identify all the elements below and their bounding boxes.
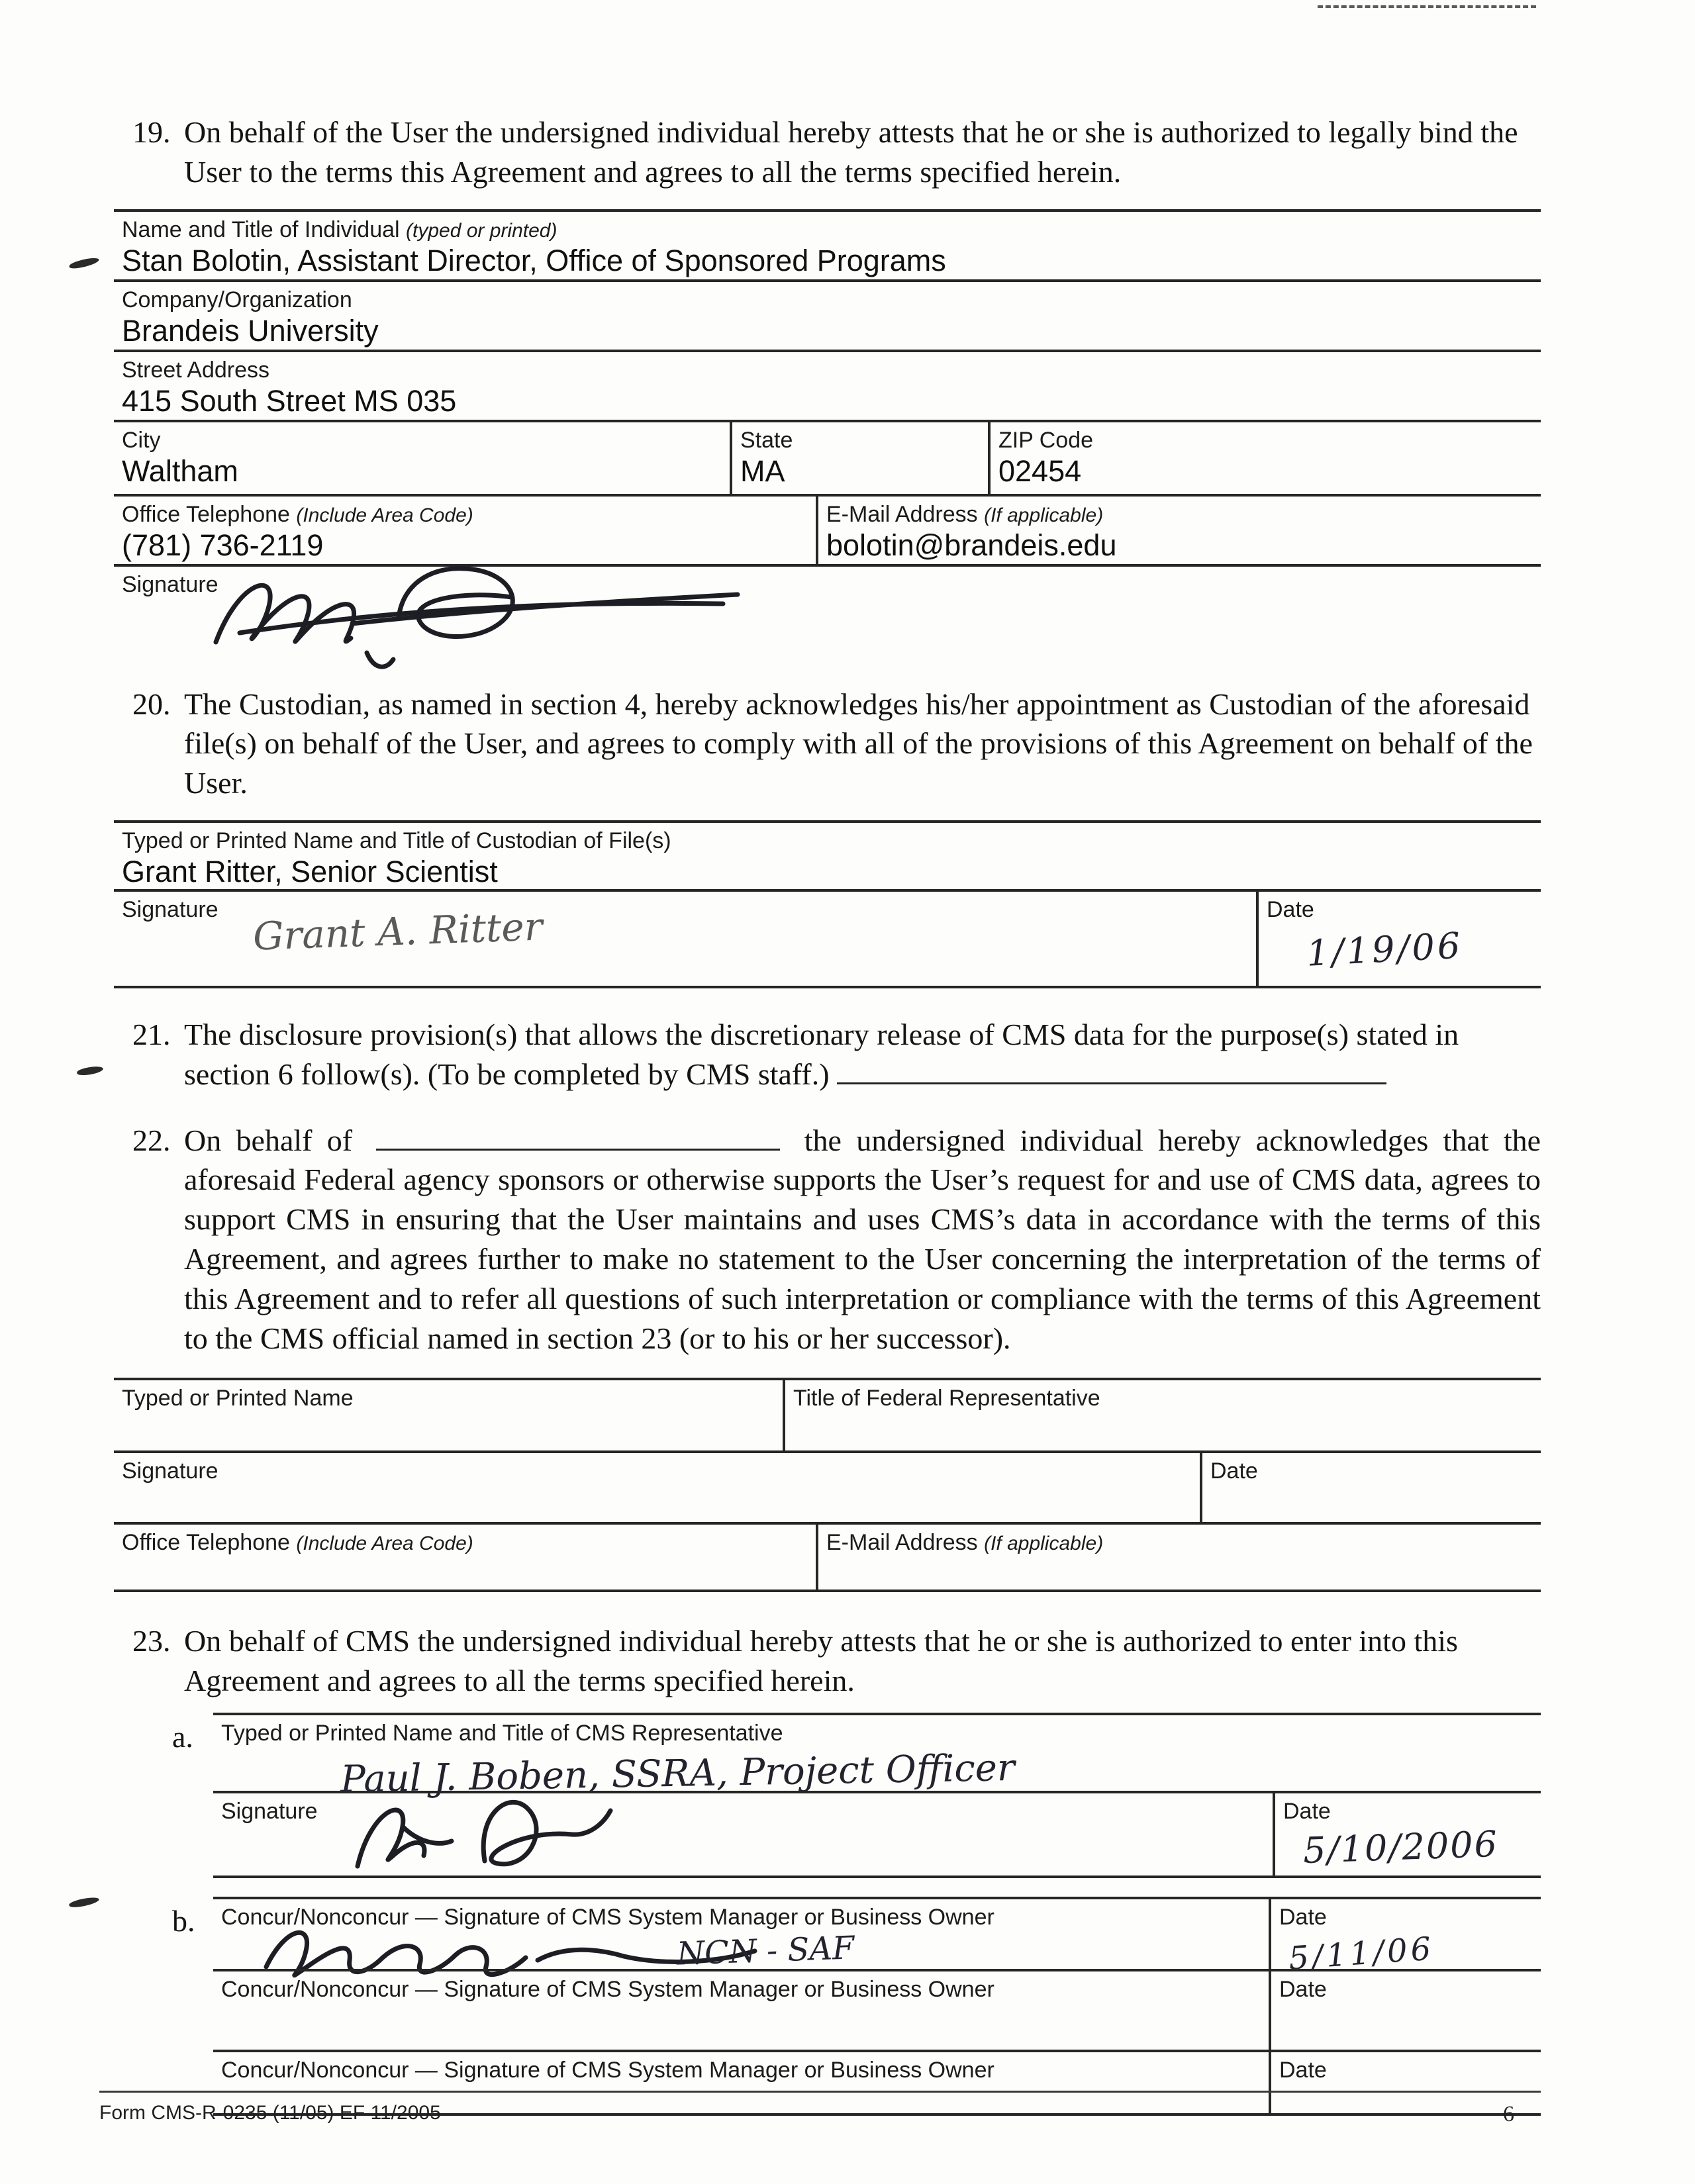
field-user-signature <box>114 564 1541 662</box>
cms-rep-name-handwriting: Paul J. Boben, SSRA, Project Officer <box>340 1746 1016 1801</box>
field-company-value: Brandeis University <box>122 313 379 348</box>
field-phone <box>114 497 816 564</box>
field-name-title-label <box>122 217 1530 243</box>
field-custodian-value: Grant Ritter, Senior Scientist <box>122 854 498 888</box>
field-fedrep-date <box>1200 1453 1541 1522</box>
field-date-label: Date <box>1283 1798 1331 1824</box>
label-text: Name and Title of Individual <box>122 216 400 242</box>
field-date-label: Date <box>1279 2057 1327 2083</box>
field-street-value: 415 South Street MS 035 <box>122 383 457 418</box>
item-19-number: 19. <box>132 115 171 149</box>
field-street-label: Street Address <box>122 357 270 383</box>
field-fedrep-name <box>114 1380 783 1450</box>
concur-label: Concur/Nonconcur — Signature of CMS System Manager or Business Owner <box>221 1904 994 1930</box>
item-19-text: On behalf of the User the undersigned individual hereby attests that he or she is authorized to legally bind the User to the terms this Agreement and agrees to all the terms specified herein. <box>184 115 1518 189</box>
field-fedrep-date-label: Date <box>1210 1458 1258 1484</box>
label-text: E-Mail Address <box>826 1530 978 1556</box>
item-19-paragraph <box>114 113 1541 192</box>
form-id: Form CMS-R-0235 (11/05) EF 11/2005 <box>99 2102 441 2124</box>
cms-rep-section-a <box>172 1713 1541 1878</box>
marker-b: b. <box>172 1903 195 1938</box>
item-20-text: The Custodian, as named in section 4, hereby acknowledges his/her appointment as Custodian of the aforesaid file(s) on behalf of the User, and agrees to comply with all of the provisions of this Agreement on behalf of the User. <box>184 687 1533 800</box>
field-fedrep-phone <box>114 1525 816 1590</box>
field-fedrep-title-label: Title of Federal Representative <box>793 1386 1100 1411</box>
federal-representative-fields <box>114 1378 1541 1592</box>
field-phone-label <box>122 502 805 528</box>
field-zip-value: 02454 <box>998 453 1082 488</box>
user-attestation-fields <box>114 209 1541 662</box>
field-fedrep-name-title <box>114 1378 1541 1450</box>
item-21-number: 21. <box>132 1017 171 1051</box>
item-21-text-content: The disclosure provision(s) that allows the discretionary release of CMS data for the purpose(s) stated in section 6 follow(s). (To be completed by CMS staff.) <box>184 1017 1459 1091</box>
item-20-number: 20. <box>132 687 171 721</box>
field-date-label: Date <box>1279 1904 1327 1930</box>
field-signature-label: Signature <box>221 1798 318 1824</box>
field-fedrep-signature-date <box>114 1450 1541 1522</box>
label-note: (If applicable) <box>984 1533 1104 1555</box>
label-note: (Include Area Code) <box>296 1533 473 1555</box>
label-note: (Include Area Code) <box>296 504 473 526</box>
concur-row-1-signature <box>213 1899 1269 1973</box>
concur-annotation-handwriting: NCN - SAF <box>676 1929 855 1973</box>
scan-artifact-mark <box>68 1895 99 1909</box>
field-cms-rep-name <box>213 1713 1541 1801</box>
custodian-date-handwriting: 1/19/06 <box>1305 924 1464 974</box>
concur-row-2-signature <box>213 1971 1269 2050</box>
field-phone-value: (781) 736-2119 <box>122 528 324 562</box>
field-phone-email <box>114 494 1541 564</box>
concur-row-1-date <box>1269 1899 1541 1977</box>
field-date-label: Date <box>1279 1976 1327 2002</box>
form-content <box>114 0 1541 2116</box>
field-custodian-signature <box>114 892 1256 986</box>
blank-line <box>837 1056 1386 1084</box>
field-email-value: bolotin@brandeis.edu <box>826 528 1117 562</box>
blank-line <box>376 1122 780 1151</box>
field-date-label: Date <box>1267 896 1314 922</box>
label-note: (If applicable) <box>984 504 1104 526</box>
field-fedrep-signature <box>114 1453 1200 1522</box>
scan-artifact-mark <box>68 256 99 271</box>
field-custodian-signature-date <box>114 889 1541 988</box>
field-signature-label: Signature <box>122 571 218 597</box>
page-footer <box>99 2091 1541 2127</box>
concur-row-2-date <box>1269 1971 1541 2050</box>
item-22-text-after-blank: the undersigned individual hereby acknowledges that the aforesaid Federal agency sponsors or otherwise supports the User’s request for and use of CMS data, agrees to support CMS in ensuring that the User maintains and uses CMS’s data in accordance with the terms of this Agreement, and agrees further to make no statement to the User concerning the interpretation of the terms of this Agreement and to refer all questions of such interpretation or compliance with the terms of this Agreement to the CMS official named in section 23 (or to his or her successor). <box>184 1123 1541 1355</box>
item-23-text: On behalf of CMS the undersigned individual hereby attests that he or she is authorized to enter into this Agreement and agrees to all the terms specified herein. <box>184 1624 1458 1698</box>
field-cms-rep-label: Typed or Printed Name and Title of CMS Representative <box>221 1720 783 1746</box>
concur-row-1 <box>213 1897 1541 1977</box>
user-signature-scribble <box>200 548 750 674</box>
item-23-paragraph <box>114 1621 1541 1701</box>
marker-a: a. <box>172 1719 193 1754</box>
field-fedrep-title <box>783 1380 1541 1450</box>
field-fedrep-email <box>816 1525 1541 1590</box>
field-city <box>114 422 730 494</box>
field-custodian-label: Typed or Printed Name and Title of Custodian of File(s) <box>122 828 671 853</box>
label-text: Office Telephone <box>122 501 290 527</box>
field-cms-rep-signature <box>213 1793 1273 1875</box>
field-state <box>730 422 988 494</box>
concur-label: Concur/Nonconcur — Signature of CMS System Manager or Business Owner <box>221 2057 994 2083</box>
field-cms-rep-date <box>1273 1793 1541 1875</box>
field-city-value: Waltham <box>122 453 238 488</box>
item-23-number: 23. <box>132 1624 171 1658</box>
field-name-title <box>114 209 1541 279</box>
field-fedrep-signature-label: Signature <box>122 1458 218 1484</box>
page-number: 6 <box>1503 2102 1514 2126</box>
field-email-label <box>826 502 1530 528</box>
scan-artifact-mark <box>76 1065 103 1077</box>
label-note: (typed or printed) <box>406 219 557 242</box>
field-cms-rep-signature-date <box>213 1791 1541 1878</box>
concur-row-1-date-handwriting: 5/11/06 <box>1287 1930 1435 1977</box>
field-city-state-zip <box>114 420 1541 494</box>
field-company-label: Company/Organization <box>122 287 352 312</box>
item-20-paragraph <box>114 685 1541 803</box>
field-state-label: State <box>740 427 793 453</box>
concur-row-2 <box>213 1969 1541 2050</box>
field-fedrep-phone-label <box>122 1530 805 1556</box>
field-state-value: MA <box>740 453 785 488</box>
item-21-text <box>184 1015 1541 1094</box>
field-name-title-value: Stan Bolotin, Assistant Director, Office of Sponsored Programs <box>122 243 946 277</box>
field-fedrep-phone-email <box>114 1522 1541 1592</box>
field-fedrep-email-label <box>826 1530 1530 1556</box>
cms-rep-fields <box>213 1713 1541 1878</box>
label-text: Office Telephone <box>122 1530 290 1556</box>
concur-fields <box>213 1897 1541 2116</box>
cms-rep-date-handwriting: 5/10/2006 <box>1302 1823 1499 1872</box>
field-custodian-name <box>114 820 1541 889</box>
custodian-fields <box>114 820 1541 988</box>
label-text: E-Mail Address <box>826 501 978 527</box>
field-email <box>816 497 1541 564</box>
item-22-number: 22. <box>132 1123 171 1157</box>
item-21-paragraph <box>114 1015 1541 1094</box>
field-city-label: City <box>122 427 161 453</box>
field-company <box>114 279 1541 350</box>
concur-label: Concur/Nonconcur — Signature of CMS System Manager or Business Owner <box>221 1976 994 2002</box>
item-22-text <box>184 1121 1541 1358</box>
item-22-paragraph <box>114 1121 1541 1358</box>
field-zip-label: ZIP Code <box>998 427 1094 453</box>
field-signature-label: Signature <box>122 896 218 922</box>
custodian-signature-handwriting: Grant A. Ritter <box>252 904 544 959</box>
field-fedrep-name-label: Typed or Printed Name <box>122 1386 354 1411</box>
field-custodian-date <box>1256 892 1541 986</box>
item-22-text-before-blank: On behalf of <box>184 1123 353 1157</box>
field-street <box>114 350 1541 420</box>
field-zip <box>988 422 1541 494</box>
